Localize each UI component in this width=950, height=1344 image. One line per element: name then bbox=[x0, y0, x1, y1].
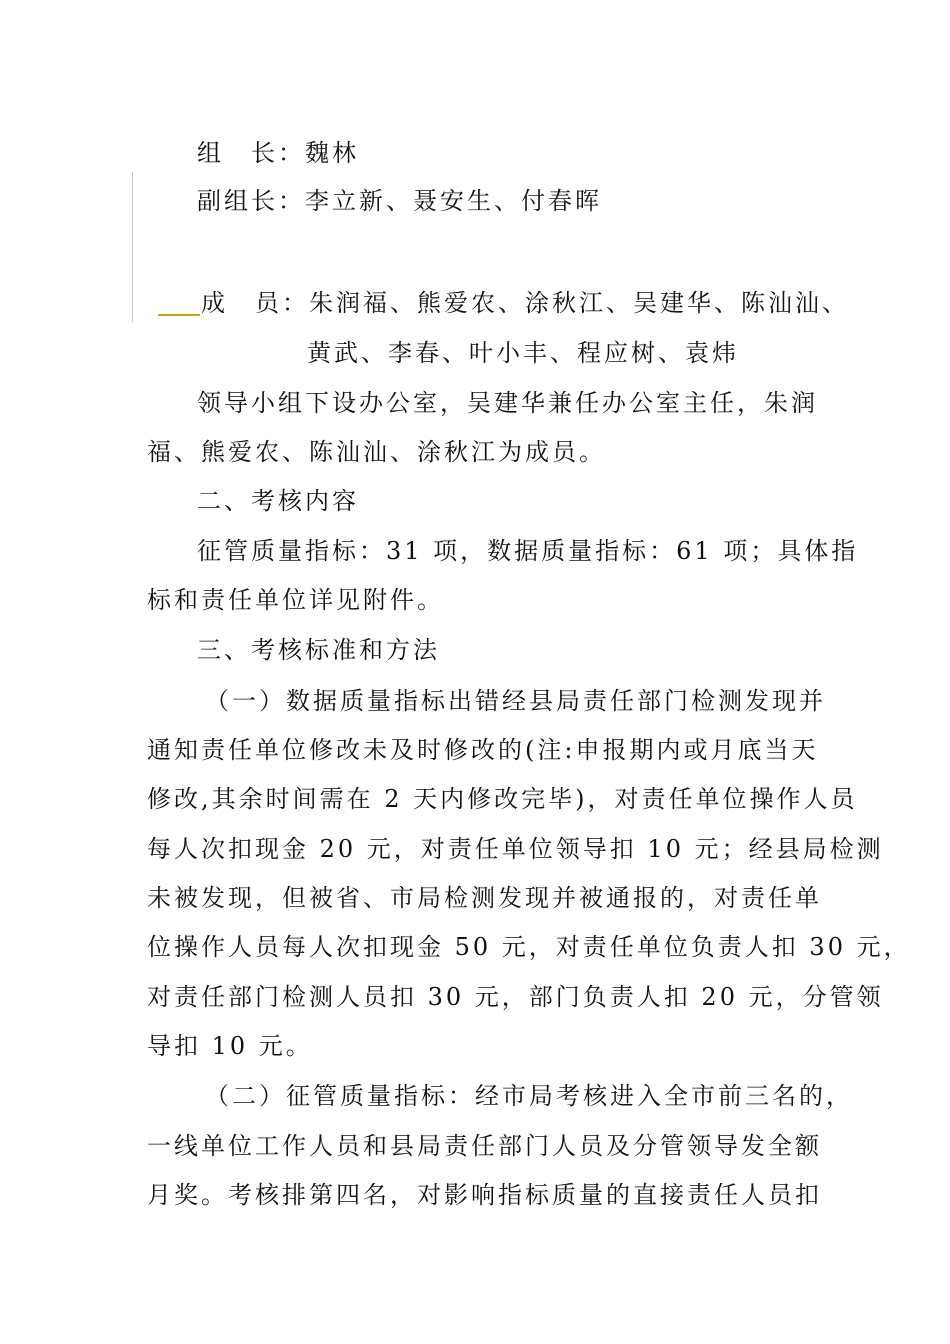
insertion-underline bbox=[158, 314, 200, 316]
office-paragraph-line-2: 福、熊爱农、陈汕汕、涂秋江为成员。 bbox=[147, 438, 606, 466]
item-1-line-6: 位操作人员每人次扣现金 50 元，对责任单位负责人扣 30 元， bbox=[147, 933, 911, 961]
office-paragraph-line-1: 领导小组下设办公室，吴建华兼任办公室主任，朱润 bbox=[197, 389, 818, 417]
item-2-line-2: 一线单位工作人员和县局责任部门人员及分管领导发全额 bbox=[147, 1132, 822, 1160]
item-2-line-1: （二）征管质量指标：经市局考核进入全市前三名的， bbox=[205, 1082, 853, 1110]
members-line-2: 黄武、李春、叶小丰、程应树、袁炜 bbox=[307, 339, 739, 367]
item-2-line-3: 月奖。考核排第四名，对影响指标质量的直接责任人员扣 bbox=[147, 1181, 822, 1209]
item-1-line-1: （一）数据质量指标出错经县局责任部门检测发现并 bbox=[205, 687, 826, 715]
item-1-line-7: 对责任部门检测人员扣 30 元，部门负责人扣 20 元，分管领 bbox=[147, 983, 884, 1011]
leader-line: 组 长：魏林 bbox=[197, 139, 359, 167]
section-3-heading: 三、考核标准和方法 bbox=[197, 636, 440, 664]
item-1-line-3: 修改,其余时间需在 2 天内修改完毕)，对责任单位操作人员 bbox=[147, 785, 858, 813]
section-2-heading: 二、考核内容 bbox=[197, 487, 359, 515]
margin-change-bar bbox=[132, 172, 133, 322]
item-1-line-8: 导扣 10 元。 bbox=[147, 1032, 313, 1060]
section-2-paragraph-line-2: 标和责任单位详见附件。 bbox=[147, 586, 444, 614]
section-2-paragraph-line-1: 征管质量指标：31 项，数据质量指标：61 项；具体指 bbox=[197, 537, 859, 565]
deputy-leader-line: 副组长：李立新、聂安生、付春晖 bbox=[197, 187, 602, 215]
item-1-line-4: 每人次扣现金 20 元，对责任单位领导扣 10 元；经县局检测 bbox=[147, 835, 884, 863]
item-1-line-2: 通知责任单位修改未及时修改的(注:申报期内或月底当天 bbox=[147, 736, 819, 764]
item-1-line-5: 未被发现，但被省、市局检测发现并被通报的，对责任单 bbox=[147, 884, 822, 912]
members-line-1: 成 员：朱润福、熊爱农、涂秋江、吴建华、陈汕汕、 bbox=[201, 289, 849, 317]
